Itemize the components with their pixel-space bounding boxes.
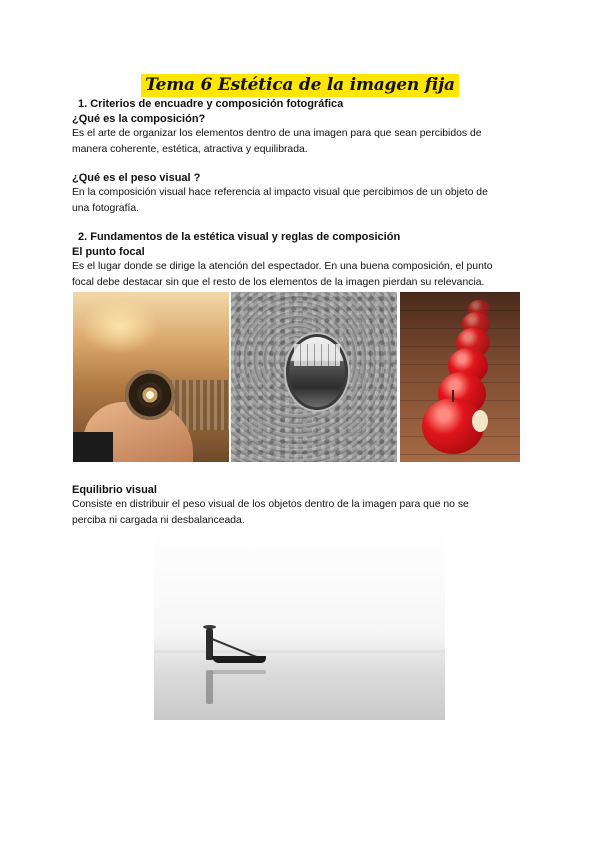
paragraph-composition-line-1: Es el arte de organizar los elementos dentro de una imagen para que sean percibidos de xyxy=(72,128,482,139)
subheading-visual-balance: Equilibrio visual xyxy=(72,484,157,496)
photo-hole-in-wall xyxy=(231,292,397,462)
paragraph-weight-line-1: En la composición visual hace referencia al impacto visual que percibimos de un objeto de xyxy=(72,187,488,198)
paragraph-balance-line-1: Consiste en distribuir el peso visual de los objetos dentro de la imagen para que no se xyxy=(72,499,469,510)
paragraph-focal-line-1: Es el lugar donde se dirige la atención del espectador. En una buena composición, el punto xyxy=(72,261,493,272)
paragraph-balance-line-2: perciba ni cargada ni desbalanceada. xyxy=(72,515,245,526)
question-composition: ¿Qué es la composición? xyxy=(72,113,206,125)
title-row xyxy=(0,74,600,97)
question-visual-weight: ¿Qué es el peso visual ? xyxy=(72,172,201,184)
paragraph-focal-line-2: focal debe destacar sin que el resto de los elementos de la imagen pierdan su relevancia. xyxy=(72,277,485,288)
subheading-focal-point: El punto focal xyxy=(72,246,145,258)
paragraph-weight-line-2: una fotografía. xyxy=(72,203,140,214)
paragraph-composition-line-2: manera coherente, estética, atractiva y equilibrada. xyxy=(72,144,308,155)
section-1-heading: 1. Criterios de encuadre y composición fotográfica xyxy=(78,98,344,110)
photo-fisherman-on-misty-lake xyxy=(154,530,445,720)
section-2-heading: 2. Fundamentos de la estética visual y reglas de composición xyxy=(78,231,401,243)
photo-row-of-apples xyxy=(400,292,520,462)
photo-camera-lens-in-hand xyxy=(73,292,229,462)
page-title: Tema 6 Estética de la imagen fija xyxy=(141,74,459,97)
